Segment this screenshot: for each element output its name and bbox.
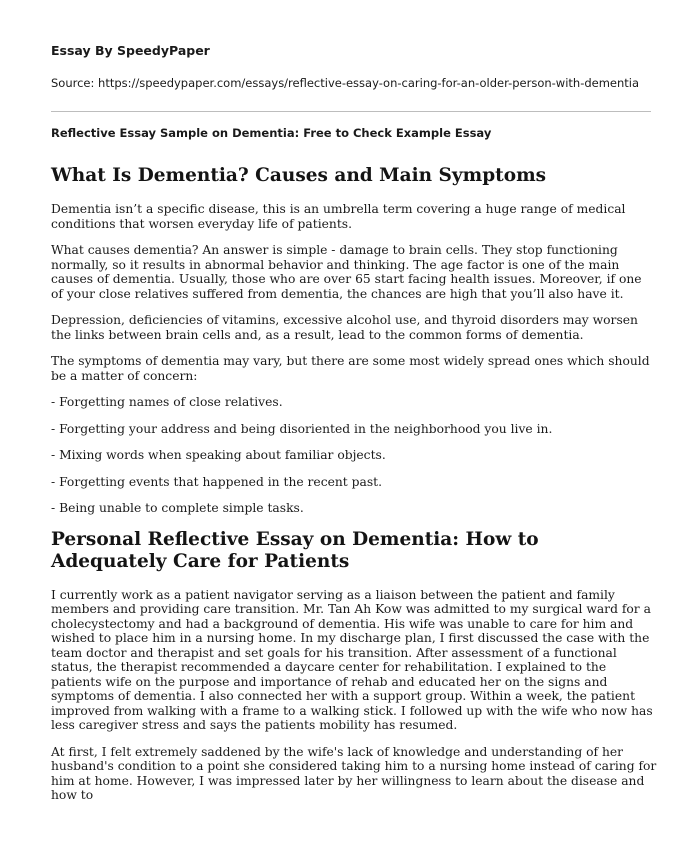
symptom-item: - Forgetting your address and being disoriented in the neighborhood you live in. [51,421,553,436]
paragraph: What causes dementia? An answer is simple - damage to brain cells. They stop functioning normally, so it results in abnormal behavior and thinking. The age factor is one of the main causes of dementia. Usually, those who are over 65 start facing health issues. Moreover, if one of your close relatives suffered from dementia, the chances are high that you’ll also have it. [51,243,642,301]
paragraph: Dementia isn’t a specific disease, this is an umbrella term covering a huge range of medical conditions that worsen everyday life of patients. [51,202,626,231]
symptom-item: - Being unable to complete simple tasks. [51,501,304,515]
paragraph: At first, I felt extremely saddened by the wife's lack of knowledge and understanding of her husband's condition to a point she considered taking him to a nursing home instead of caring for him at home. However, I was impressed later by her willingness to learn about the disease and how to [51,744,657,802]
essay-title: Reflective Essay Sample on Dementia: Free to Check Example Essay [51,126,492,140]
symptom-item: - Forgetting names of close relatives. [51,395,283,409]
paragraph: The symptoms of dementia may vary, but there are some most widely spread ones which should be a matter of concern: [51,354,650,383]
symptom-item: - Mixing words when speaking about familiar objects. [51,448,386,462]
brand-label: Essay By SpeedyPaper [51,43,210,58]
document-page [51,43,657,803]
symptom-item: - Forgetting events that happened in the recent past. [51,474,383,489]
divider [51,111,651,112]
section-heading-reflective-essay: Personal Reflective Essay on Dementia: How to Adequately Care for Patients [51,528,539,572]
section-heading-what-is-dementia: What Is Dementia? Causes and Main Symptoms [51,165,547,186]
source-line: Source: https://speedypaper.com/essays/reflective-essay-on-caring-for-an-older-person-with-dementia [51,76,640,90]
paragraph: Depression, deficiencies of vitamins, excessive alcohol use, and thyroid disorders may worsen the links between brain cells and, as a result, lead to the common forms of dementia. [51,313,638,342]
paragraph: I currently work as a patient navigator serving as a liaison between the patient and family members and providing care transition. Mr. Tan Ah Kow was admitted to my surgical ward for a cholecystectomy and had a background of dementia. His wife was unable to care for him and wished to place him in a nursing home. In my discharge plan, I first discussed the case with the team doctor and therapist and set goals for his transition. After assessment of a functional status, the therapist recommended a daycare center for rehabilitation. I explained to the patients wife on the purpose and importance of rehab and educated her on the signs and symptoms of dementia. I also connected her with a support group. Within a week, the patient improved from walking with a frame to a walking stick. I followed up with the wife who now has less caregiver stress and says the patients mobility has resumed. [51,587,653,732]
